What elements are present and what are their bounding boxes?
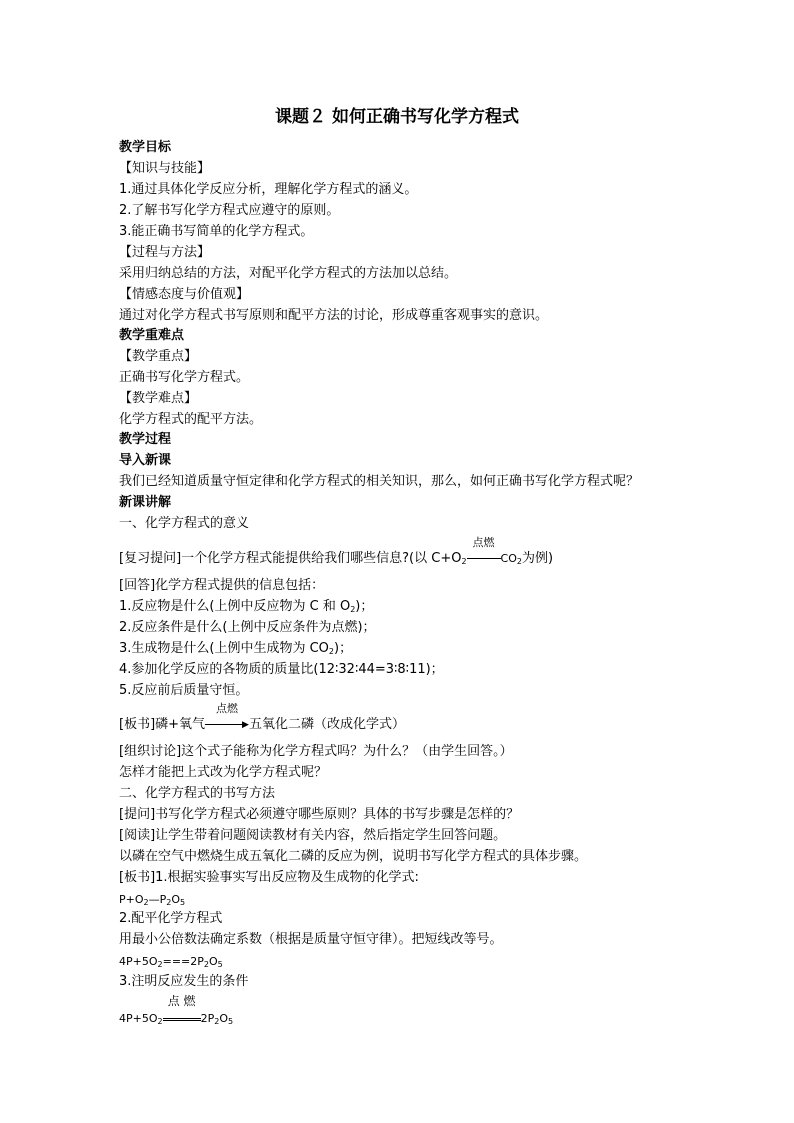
intro-text: 我们已经知道质量守恒定律和化学方程式的相关知识，那么，如何正确书写化学方程式呢？ bbox=[119, 474, 640, 489]
equation-balanced: $4P+5O_2===2P_2O_5$ bbox=[119, 955, 223, 969]
ignite-equals: 点 燃 bbox=[163, 1010, 201, 1028]
discussion-text-2: 怎样才能把上式改为化学方程式呢？ bbox=[119, 765, 328, 780]
answer-item-2: 2.反应条件是什么(上例中反应条件为点燃)； bbox=[119, 620, 376, 635]
answer-heading: [回答]化学方程式提供的信息包括： bbox=[119, 578, 325, 593]
equation-final: $4P+5O_2$ 点 燃 $2P_2O_5$ bbox=[119, 994, 234, 1026]
example-text: 以磷在空气中燃烧生成五氧化二磷的反应为例，说明书写化学方程式的具体步骤。 bbox=[119, 849, 588, 864]
knowledge-item-2: 2.了解书写化学方程式应遵守的原则。 bbox=[119, 203, 340, 218]
ignite-arrow: 点燃 bbox=[467, 550, 501, 568]
process-heading: 【过程与方法】 bbox=[119, 245, 211, 260]
board-word-equation: [板书]磷+氧气 点燃 ▶五氧化二磷（改成化学式） bbox=[119, 702, 405, 732]
answer-item-3: 3.生成物是什么(上例中生成物为 $CO_2$)； bbox=[119, 641, 353, 656]
document-title: 课题２ 如何正确书写化学方程式 bbox=[275, 107, 519, 127]
heading-teaching-goals: 教学目标 bbox=[119, 140, 172, 155]
section-1-title: 一、化学方程式的意义 bbox=[119, 516, 250, 531]
emotion-heading: 【情感态度与价值观】 bbox=[119, 287, 250, 302]
equation-skeleton: $P+O_2—P_2O_5$ bbox=[119, 893, 186, 907]
answer-item-1: 1.反应物是什么(上例中反应物为 C 和 $O_2$)； bbox=[119, 599, 374, 614]
key-text: 正确书写化学方程式。 bbox=[119, 370, 250, 385]
key-heading: 【教学重点】 bbox=[119, 349, 198, 364]
discussion-text: [组织讨论]这个式子能称为化学方程式吗？为什么？（由学生回答。） bbox=[119, 744, 513, 759]
ignite-arrow: 点燃 ▶ bbox=[205, 716, 249, 734]
heading-new-lesson: 新课讲解 bbox=[119, 495, 172, 510]
step-2-text: 用最小公倍数法确定系数（根据是质量守恒守律）。把短线改等号。 bbox=[119, 932, 503, 947]
heading-teaching-process: 教学过程 bbox=[119, 432, 172, 447]
question-text: [提问]书写化学方程式必须遵守哪些原则？具体的书写步骤是怎样的？ bbox=[119, 807, 520, 822]
step-3-title: 3.注明反应发生的条件 bbox=[119, 974, 249, 989]
review-question: [复习提问]一个化学方程式能提供给我们哪些信息?(以 $C+O_2$ 点燃 $CO_2$为例) bbox=[119, 536, 554, 566]
step-2-title: 2.配平化学方程式 bbox=[119, 911, 223, 926]
heading-key-difficult: 教学重难点 bbox=[119, 328, 185, 343]
knowledge-item-3: 3.能正确书写简单的化学方程式。 bbox=[119, 224, 314, 239]
difficulty-text: 化学方程式的配平方法。 bbox=[119, 412, 263, 427]
reading-text: [阅读]让学生带着问题阅读教材有关内容，然后指定学生回答问题。 bbox=[119, 828, 507, 843]
process-text: 采用归纳总结的方法，对配平化学方程式的方法加以总结。 bbox=[119, 266, 458, 281]
section-2-title: 二、化学方程式的书写方法 bbox=[119, 786, 276, 801]
answer-item-5: 5.反应前后质量守恒。 bbox=[119, 683, 249, 698]
heading-intro: 导入新课 bbox=[119, 453, 172, 468]
board-step-1: [板书]1.根据实验事实写出反应物及生成物的化学式: bbox=[119, 870, 419, 885]
answer-item-4: 4.参加化学反应的各物质的质量比(12∶32∶44=3∶8∶11)； bbox=[119, 662, 444, 677]
difficulty-heading: 【教学难点】 bbox=[119, 391, 198, 406]
knowledge-heading: 【知识与技能】 bbox=[119, 161, 211, 176]
emotion-text: 通过对化学方程式书写原则和配平方法的讨论，形成尊重客观事实的意识。 bbox=[119, 308, 549, 323]
knowledge-item-1: 1.通过具体化学反应分析，理解化学方程式的涵义。 bbox=[119, 182, 418, 197]
